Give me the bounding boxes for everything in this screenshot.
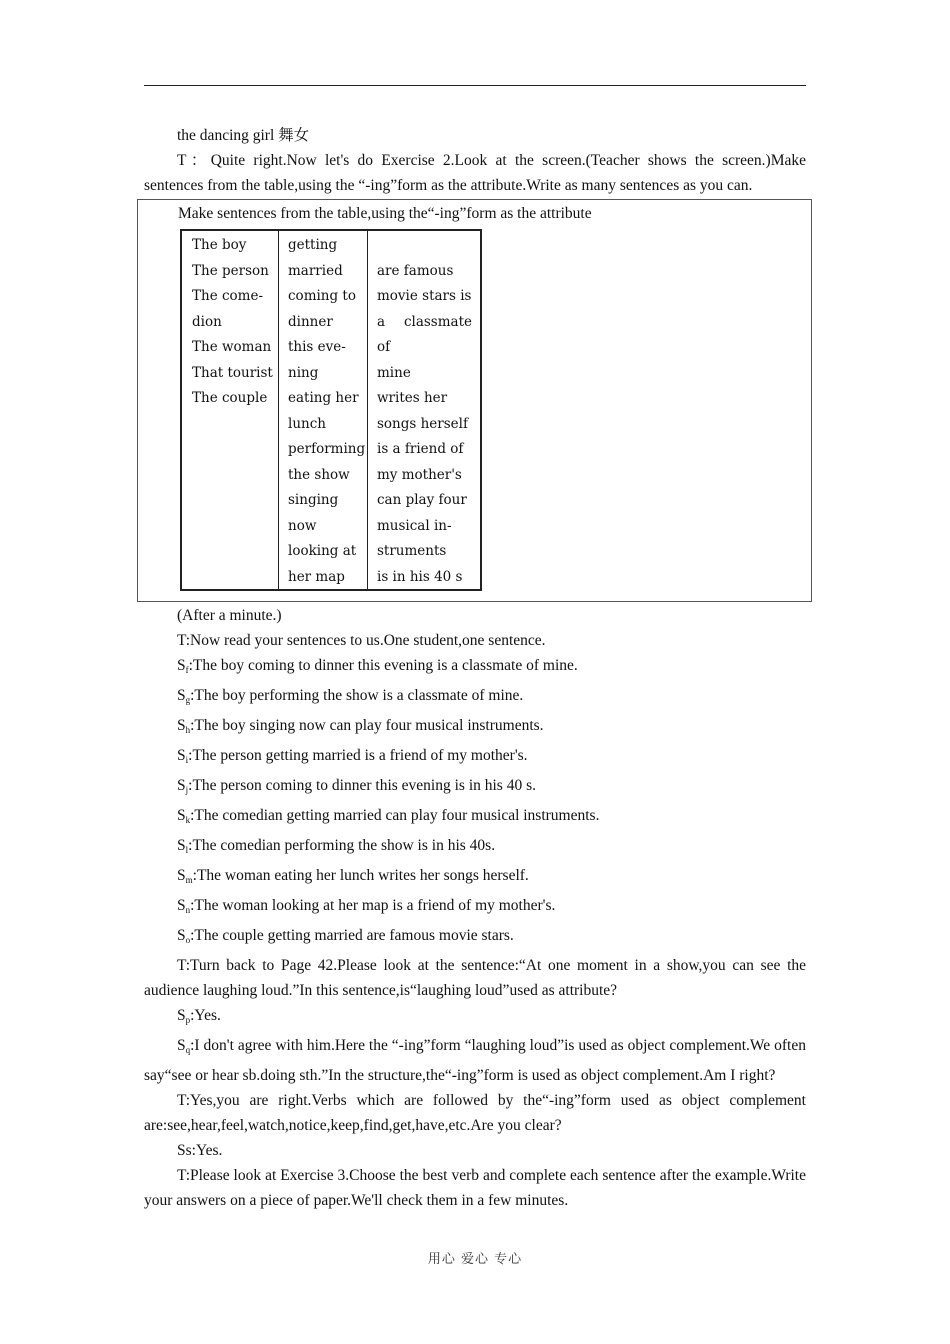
paragraph-text: :Yes. [190, 1007, 221, 1024]
paragraph-text: :The woman looking at her map is a friend of my mother's. [190, 897, 556, 914]
paragraphs-after [144, 603, 806, 1213]
paragraph [144, 953, 806, 1003]
paragraph-text: T:Now read your sentences to us.One student,one sentence. [177, 632, 546, 649]
table-line: struments [377, 543, 447, 559]
speaker: S [177, 927, 186, 944]
table-line: can play four [377, 492, 467, 508]
paragraph [144, 1138, 806, 1163]
speaker-subscript: m [185, 875, 193, 885]
table-line: is in his 40 s [377, 568, 463, 585]
table-line: movie stars is [377, 288, 472, 304]
table-line: the show [288, 466, 350, 483]
table-line: musical in- [377, 517, 452, 534]
header-rule [144, 85, 806, 86]
speaker-subscript: i [185, 755, 189, 765]
speaker-subscript: l [185, 845, 189, 855]
predicates-column [368, 231, 480, 589]
speaker-subscript: f [185, 665, 189, 675]
paragraph-text: T:Please look at Exercise 3.Choose the best verb and complete each sentence after the example.Write your answers on a piece of paper.We'll check them in a few minutes. [144, 1167, 806, 1209]
paragraph [144, 713, 806, 743]
speaker: S [177, 1037, 186, 1054]
table-line: mine [377, 364, 411, 381]
paragraph-text: Ss:Yes. [177, 1142, 223, 1159]
table-line: are famous [377, 262, 454, 279]
paragraph [144, 743, 806, 773]
paragraph-text: the dancing girl 舞女 [177, 127, 310, 144]
speaker-subscript: j [185, 785, 189, 795]
paragraph-text: T:Turn back to Page 42.Please look at the sentence:“At one moment in a show,you can see the audience laughing loud.”In this sentence,is“laughing loud”used as attribute? [144, 957, 806, 999]
paragraph-text: :The boy coming to dinner this evening is a classmate of mine. [188, 657, 578, 674]
speaker: S [177, 837, 186, 854]
table-line: singing [288, 492, 339, 508]
paragraph [144, 123, 806, 148]
speaker: S [177, 717, 186, 734]
speaker-subscript: o [185, 935, 191, 945]
exercise-box [137, 199, 812, 602]
exercise-table [180, 229, 482, 591]
paragraph-text: :The person coming to dinner this evening is in his 40 s. [188, 777, 536, 794]
table-line: The couple [192, 390, 268, 406]
speaker: S [177, 747, 186, 764]
speaker-subscript: n [185, 905, 191, 915]
paragraph-text: T：Quite right.Now let's do Exercise 2.Look at the screen.(Teacher shows the screen.)Make sentences from the table,using the “-ing”form as the attribute.Write as many sentences as you can. [144, 152, 806, 194]
table-line: songs herself [377, 415, 468, 432]
table-line: ning [288, 364, 319, 381]
paragraph-text: :I don't agree with him.Here the “-ing”form “laughing loud”is used as object complement.We often say“see or hear sb.doing sth.”In the structure,the“-ing”form is used as object complement.Am I right? [144, 1037, 806, 1084]
paragraph-text: (After a minute.) [177, 607, 282, 624]
subjects-column [182, 231, 279, 589]
paragraph [144, 863, 806, 893]
paragraphs-before [144, 123, 806, 198]
table-line: a classmate of [377, 313, 472, 355]
paragraph-text: :The comedian performing the show is in his 40s. [188, 837, 496, 854]
paragraph-text: :The woman eating her lunch writes her songs herself. [192, 867, 529, 884]
exercise-caption: Make sentences from the table,using the“-ing”form as the attribute [178, 205, 592, 222]
table-line: her map [288, 568, 345, 585]
table-line: coming to [288, 288, 356, 304]
paragraph [144, 893, 806, 923]
paragraph [144, 1088, 806, 1138]
paragraph [144, 833, 806, 863]
table-line: married [288, 262, 343, 279]
paragraph-text: :The person getting married is a friend of my mother's. [188, 747, 528, 764]
table-line: The boy [192, 237, 247, 253]
table-line: my mother's [377, 466, 462, 483]
participles-column [279, 231, 368, 589]
table-line: eating her [288, 390, 359, 406]
paragraph [144, 603, 806, 628]
table-line: this eve- [288, 339, 346, 355]
speaker: S [177, 1007, 186, 1024]
table-line: getting [288, 237, 338, 253]
paragraph-text: :The comedian getting married can play four musical instruments. [190, 807, 600, 824]
speaker: S [177, 807, 186, 824]
table-line: That tourist [192, 364, 273, 381]
table-line: is a friend of [377, 441, 464, 457]
speaker: S [177, 867, 186, 884]
paragraph [144, 683, 806, 713]
paragraph-text: :The boy performing the show is a classmate of mine. [190, 687, 524, 704]
table-line: performing [288, 441, 366, 457]
table-line: writes her [377, 390, 448, 406]
document-body [144, 123, 806, 1213]
speaker-subscript: k [185, 815, 191, 825]
paragraph [144, 628, 806, 653]
speaker-subscript: h [185, 725, 191, 735]
page-footer: 用心 爱心 专心 [427, 1252, 523, 1267]
paragraph [144, 1163, 806, 1213]
speaker-subscript: q [185, 1045, 191, 1055]
paragraph-text: T:Yes,you are right.Verbs which are followed by the“-ing”form used as object complement are:see,hear,feel,watch,notice,keep,find,get,have,etc.Are you clear? [144, 1092, 806, 1134]
table-line: now [288, 517, 317, 534]
speaker: S [177, 897, 186, 914]
table-line: The person [192, 262, 269, 279]
table-line: The come- [192, 288, 264, 304]
paragraph [144, 653, 806, 683]
speaker: S [177, 657, 186, 674]
speaker: S [177, 687, 186, 704]
paragraph [144, 1033, 806, 1088]
paragraph-text: :The boy singing now can play four musical instruments. [190, 717, 544, 734]
paragraph [144, 923, 806, 953]
speaker-subscript: g [185, 695, 191, 705]
table-line: lunch [288, 415, 326, 432]
table-line: looking at [288, 543, 357, 559]
paragraph [144, 148, 806, 198]
speaker: S [177, 777, 186, 794]
paragraph [144, 803, 806, 833]
table-line: The woman [192, 339, 272, 355]
table-line: dinner [288, 313, 333, 330]
paragraph [144, 773, 806, 803]
paragraph-text: :The couple getting married are famous movie stars. [190, 927, 514, 944]
speaker-subscript: p [185, 1015, 191, 1025]
table-line: dion [192, 313, 222, 330]
paragraph [144, 1003, 806, 1033]
